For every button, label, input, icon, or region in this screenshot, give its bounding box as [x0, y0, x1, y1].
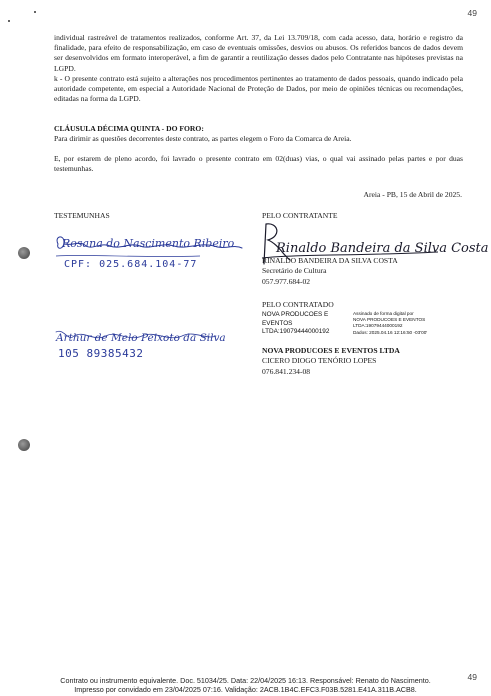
witness-2-signature: [54, 326, 234, 366]
footer-doc-info: Contrato ou instrumento equivalente. Doc. 51034/25. Data: 22/04/2025 16:13. Responsável: Renato do Nascimento.: [60, 676, 431, 685]
document-footer: [0, 676, 491, 694]
stamp-signature-details: Assinado de forma digital por NOVA PRODUCOES E EVENTOS LTDA:19079444000192 Dados: 2025.04.16 12:16:50 -03'00': [353, 311, 428, 335]
footer-validation: Impresso por convidado em 23/04/2025 07:16. Validação: 2ACB.1B4C.EFC3.F03B.5281.E41A.311B.ACB8.: [74, 685, 417, 694]
clause-text: Para dirimir as questões decorrentes deste contrato, as partes elegem o Foro da Comarca de Areia.: [54, 134, 352, 143]
scan-mark: [8, 20, 10, 22]
contractor-id: 057.977.684-02: [262, 277, 311, 286]
scan-mark: [34, 11, 36, 13]
place-date: Areia - PB, 15 de Abril de 2025.: [363, 190, 462, 199]
page-number-bottom: 49: [467, 672, 477, 682]
binder-hole: [18, 439, 30, 451]
contractor-role: Secretário de Cultura: [262, 266, 327, 275]
closing-text: E, por estarem de pleno acordo, foi lavrado o presente contrato em 02(duas) vias, o qual vai assinado pelas partes e por duas testemunhas.: [54, 154, 463, 174]
stamp-signer-name: NOVA PRODUCOES E EVENTOS LTDA:19079444000192: [262, 311, 330, 336]
digital-signature-stamp: [262, 311, 472, 345]
contractor-label: PELO CONTRATANTE: [262, 211, 338, 220]
contracted-representative: CICERO DIOGO TENÓRIO LOPES: [262, 356, 377, 365]
svg-text:Rosana do Nascimento Ribeiro: Rosana do Nascimento Ribeiro: [62, 237, 235, 250]
binder-hole: [18, 247, 30, 259]
lgpd-paragraph-k: k - O presente contrato está sujeito a alterações nos procedimentos pertinentes ao tratamento de dados pessoais, quando indicado pela autoridade competente, em especial a Autoridade Nacional de Proteção de Dados, por meio de opiniões técnicas ou recomendações, editadas na forma da LGPD.: [54, 74, 463, 104]
svg-text:Arthur de Melo Peixoto da Silv: Arthur de Melo Peixoto da Silva: [56, 332, 226, 344]
contractor-name: RINALDO BANDEIRA DA SILVA COSTA: [262, 256, 398, 265]
contracted-company: NOVA PRODUCOES E EVENTOS LTDA: [262, 346, 400, 355]
svg-text:Rinaldo Bandeira da Silva Cost: Rinaldo Bandeira da Silva Costa: [276, 241, 489, 256]
witness-1-signature: [50, 232, 250, 272]
contracted-id: 076.841.234-08: [262, 367, 311, 376]
witnesses-label: TESTEMUNHAS: [54, 211, 110, 220]
clause-title: CLÁUSULA DÉCIMA QUINTA - DO FORO:: [54, 124, 204, 133]
svg-text:105 89385432: 105 89385432: [58, 347, 144, 360]
svg-text:CPF: 025.684.104-77: CPF: 025.684.104-77: [64, 259, 198, 270]
lgpd-paragraph-traceability: individual rastreável de tratamentos realizados, conforme Art. 37, da Lei 13.709/18, com cada acesso, data, horário e registro da finalidade, para efeito de responsabilização, em caso de eventuais omissões, desvios ou abusos. Os referidos bancos de dados devem ser desenvolvidos em formato interoperável, a fim de garantir a reutilização desses dados pelo Contratante nas hipóteses previstas na LGPD.: [54, 33, 463, 73]
page-number-top: 49: [467, 8, 477, 18]
contracted-label: PELO CONTRATADO: [262, 300, 334, 309]
